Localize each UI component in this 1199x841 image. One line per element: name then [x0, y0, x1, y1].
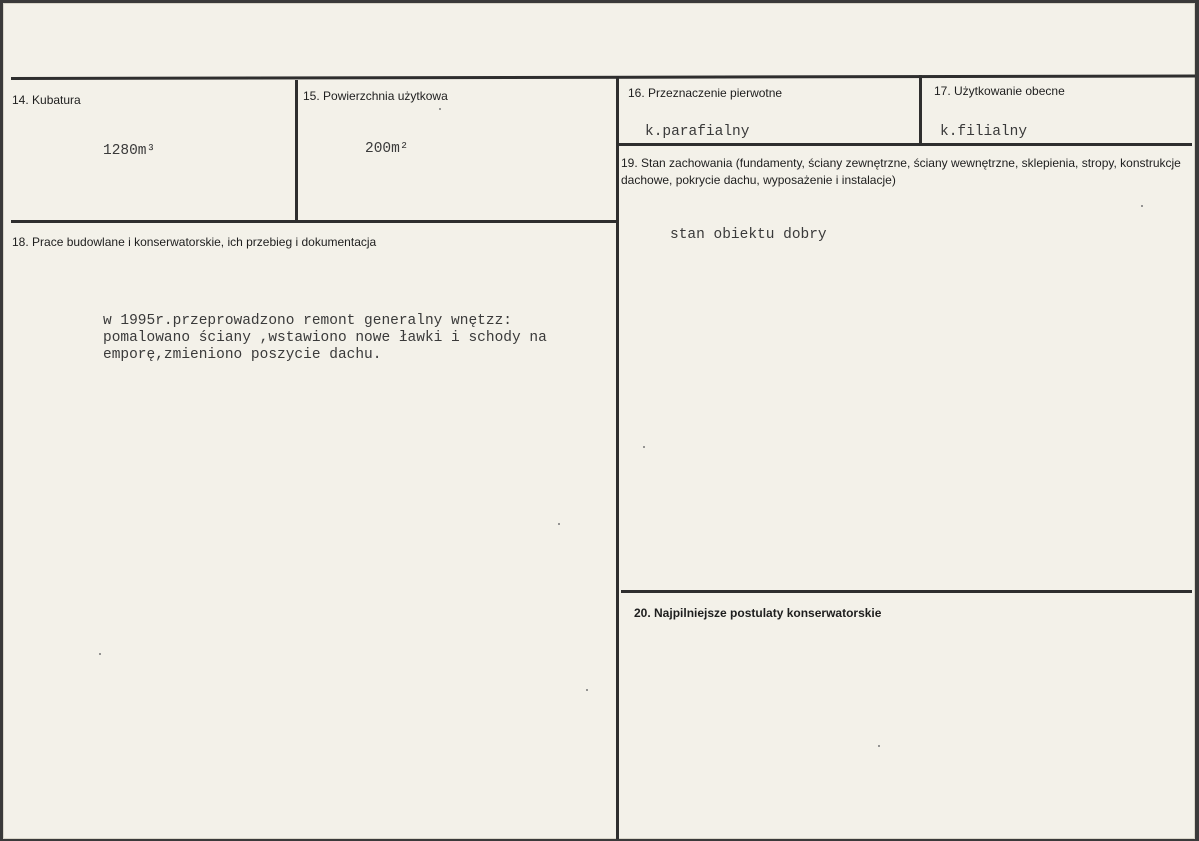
- field-14-value: 1280m³: [103, 143, 156, 159]
- field-14-label: 14. Kubatura: [12, 93, 81, 107]
- divider-14-15: [295, 80, 298, 222]
- top-rule: [11, 75, 1195, 80]
- paper-speck: [99, 653, 101, 655]
- paper-speck: [643, 446, 645, 448]
- paper-speck: [878, 745, 880, 747]
- field-18-value: w 1995r.przeprowadzono remont generalny wnętzz: pomalowano ściany ,wstawiono nowe ławki i schody na emporę,zmieniono poszycie dachu.: [103, 313, 547, 363]
- divider-16-17: [919, 75, 922, 145]
- paper-speck: [439, 108, 441, 110]
- record-card: [3, 3, 1195, 839]
- paper-speck: [1141, 205, 1143, 207]
- field-20-label: 20. Najpilniejsze postulaty konserwatorskie: [634, 606, 882, 620]
- divider-left-right: [616, 77, 619, 839]
- rule-right-upper: [618, 143, 1192, 146]
- field-17-label: 17. Użytkowanie obecne: [934, 84, 1065, 98]
- field-19-label: 19. Stan zachowania (fundamenty, ściany zewnętrzne, ściany wewnętrzne, sklepienia, stropy, konstrukcje dachowe, pokrycie dachu, wyposażenie i instalacje): [621, 156, 1181, 187]
- field-15-label: 15. Powierzchnia użytkowa: [303, 89, 448, 103]
- field-18-label: 18. Prace budowlane i konserwatorskie, ich przebieg i dokumentacja: [12, 235, 377, 249]
- rule-left-middle: [11, 220, 618, 223]
- field-17-value: k.filialny: [940, 124, 1028, 140]
- field-15-value: 200m²: [365, 141, 409, 157]
- paper-speck: [586, 689, 588, 691]
- field-16-label: 16. Przeznaczenie pierwotne: [628, 86, 783, 100]
- field-19-value: stan obiektu dobry: [670, 227, 827, 243]
- paper-speck: [558, 523, 560, 525]
- field-16-value: k.parafialny: [645, 124, 750, 140]
- rule-right-lower: [621, 590, 1192, 593]
